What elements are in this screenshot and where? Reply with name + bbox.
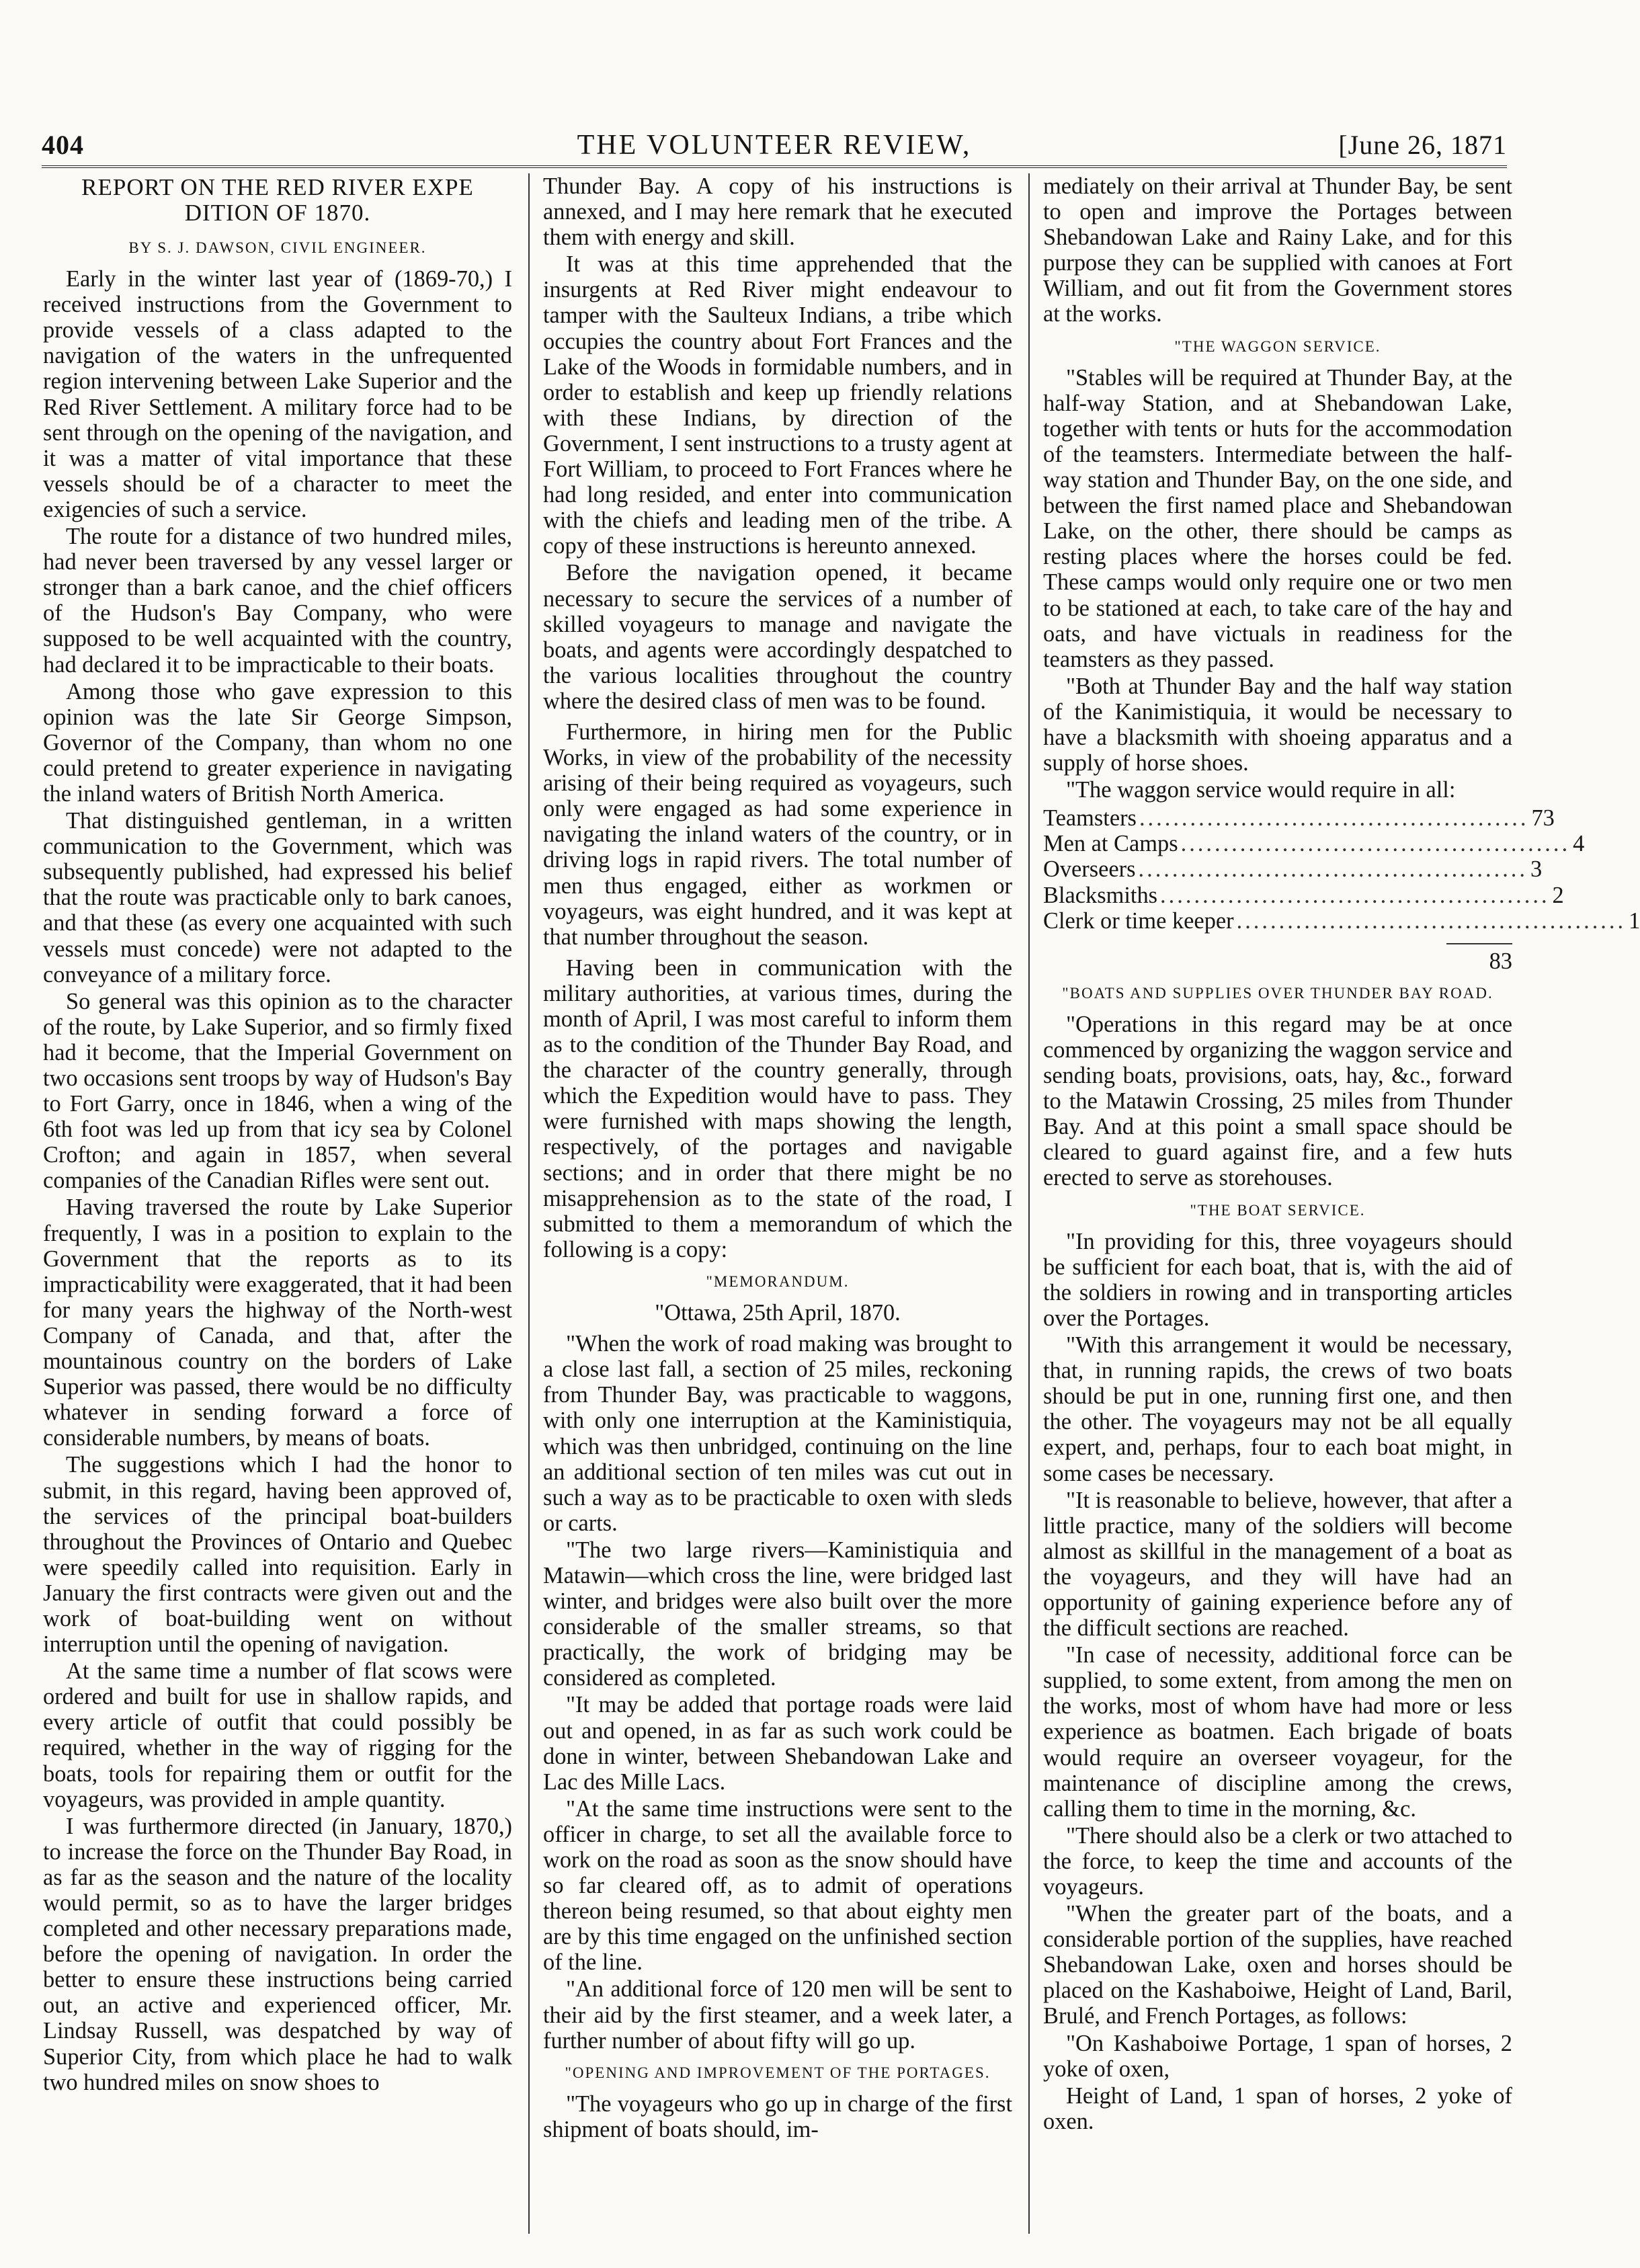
leader-dots: .............................................. [1180,831,1571,857]
column-3 [1043,173,1640,2234]
paragraph: "With this arrangement it would be necessary, that, in running rapids, the crews of two boats should be put in one, running first one, and then the other. The voyageurs may not be all equally expert, and, perhaps, four to each boat might, in some cases be necessary. [1043,1332,1512,1486]
paragraph: "Both at Thunder Bay and the half way station of the Kanimistiquia, it would be necessary to have a blacksmith with shoeing apparatus and a supply of horse shoes. [1043,673,1512,776]
paragraph: "Stables will be required at Thunder Bay, at the half-way Station, and at Shebandowan Lake, together with tents or huts for the accommodation of the teamsters. Intermediate between the half-way station and Thunder Bay, on the one side, and between the first named place and Shebandowan Lake, on the other, there should be camps as resting places where the horses could be fed. These camps would only require one or two men to be stationed at each, to take care of the hay and oats, and have victuals in readiness for the teamsters as they passed. [1043,364,1512,672]
paragraph: "At the same time instructions were sent to the officer in charge, to set all the available force to work on the road as soon as the snow should have so far cleared off, as to admit of operations thereon being resumed, so that about eighty men are by this time engaged on the unfinished section of the line. [543,1795,1012,1976]
paragraph: "There should also be a clerk or two attached to the force, to keep the time and accounts of the voyageurs. [1043,1822,1512,1900]
paragraph: It was at this time apprehended that the insurgents at Red River might endeavour to tamper with the Saulteux Indians, a tribe which occupies the country about Fort Frances and the Lake of the Woods in formidable numbers, and in order to establish and keep up friendly relations with these Indians, by direction of the Government, I sent instructions to a trusty agent at Fort William, to proceed to Fort Frances where he had long resided, and enter into communication with the chiefs and leading men of the tribe. A copy of these instructions is hereunto annexed. [543,251,1012,559]
paragraph: "In case of necessity, additional force can be supplied, to some extent, from among the men on the works, most of whom have had more or less experience as boatmen. Each brigade of boats would require an overseer voyageur, for the maintenance of discipline among the crews, calling them to time in the morning, &c. [1043,1642,1512,1822]
article-title: REPORT ON THE RED RIVER EXPE DITION OF 1870. [81,174,474,226]
leader-dots: .............................................. [1160,882,1550,908]
table-row [1043,907,1640,934]
paragraph: "When the greater part of the boats, and a considerable portion of the supplies, have reached Shebandowan Lake, oxen and horses should be placed on the Kashaboiwe, Height of Land, Baril, Brulé, and French Portages, as follows: [1043,1901,1512,2029]
paragraph: "It may be added that portage roads were laid out and opened, in as far as such work could be done in winter, between Shebandowan Lake and Lac des Mille Lacs. [543,1692,1012,1795]
table-value: 2 [1552,882,1564,908]
leader-dots: .............................................. [1236,907,1627,934]
memorandum-date: "Ottawa, 25th April, 1870. [655,1300,901,1326]
table-row [1043,882,1564,908]
paragraph: That distinguished gentleman, in a written communication to the Government, which was subsequently published, had expressed his belief that the route was practicable only to bark canoes, and that these (as every one acquainted with such vessels must concede) were not adapted to the conveyance of a military force. [43,808,512,987]
table-label: Overseers [1043,856,1136,883]
paragraph: Early in the winter last year of (1869-70,) I received instructions from the Government to provide vessels of a class adapted to the navigation of the waters in the unfrequented region intervening between Lake Superior and the Red River Settlement. A military force had to be sent through on the opening of the navigation, and it was a matter of vital importance that these vessels should be of a character to meet the exigencies of such a service. [43,266,512,522]
paragraph: Before the navigation opened, it became necessary to secure the services of a number of skilled voyageurs to manage and navigate the boats, and agents were accordingly despatched to the various localities throughout the country where the desired class of men was to be found. [543,560,1012,714]
paragraph: "It is reasonable to believe, however, that after a little practice, many of the soldiers will become almost as skillful in the management of a boat as the voyageurs, and they will have had an opportunity of gaining experience before any of the difficult sections are reached. [1043,1487,1512,1642]
paragraph: Furthermore, in hiring men for the Public Works, in view of the probability of the necessity arising of their being required as voyageurs, such only were engaged as had some experience in navigating the inland waters of the country, or in driving logs in rapid rivers. The total number of men thus engaged, either as workmen or voyageurs, was eight hundred, and it was kept at that number throughout the season. [543,719,1012,950]
section-heading-boats-supplies: "BOATS AND SUPPLIES OVER THUNDER BAY ROAD. [1062,984,1493,1002]
paragraph: "When the work of road making was brought to a close last fall, a section of 25 miles, reckoning from Thunder Bay, was practicable to waggons, with only one interruption at the Kaministiquia, which was then unbridged, continuing on the line an additional section of ten miles was cut out in such a way as to be practicable to oxen with sleds or carts. [543,1331,1012,1536]
paragraph: Having been in communication with the military authorities, at various times, during the month of April, I was most careful to inform them as to the condition of the Thunder Bay Road, and the character of the country generally, through which the Expedition would have to pass. They were furnished with maps showing the length, respectively, of the portages and navigable sections; and in order that there might be no misapprehension as to the state of the road, I submitted to them a memorandum of which the following is a copy: [543,955,1012,1262]
table-total: 83 [1446,943,1512,974]
section-heading-portages: "OPENING AND IMPROVEMENT OF THE PORTAGES. [565,2064,991,2081]
table-row [1043,831,1585,857]
page-header [42,125,1507,167]
paragraph: Having traversed the route by Lake Superior frequently, I was in a position to explain to the Government that the reports as to its impracticability were exaggerated, that it had been for many years the highway of the North-west Company of Canada, and that, after the mountainous country on the borders of Lake Superior was passed, there would be no difficulty whatever in sending forward a force of considerable numbers, by means of boats. [43,1194,512,1451]
column-divider [528,173,530,2234]
paragraph: Thunder Bay. A copy of his instructions is annexed, and I may here remark that he executed them with energy and skill. [543,173,1012,251]
table-label: Blacksmiths [1043,882,1158,908]
paragraph: "The two large rivers—Kaministiquia and Matawin—which cross the line, were bridged last winter, and bridges were also built over the more considerable of the smaller streams, so that practically, the work of bridging may be considered as completed. [543,1537,1012,1691]
paragraph: "An additional force of 120 men will be sent to their aid by the first steamer, and a week later, a further number of about fifty will go up. [543,1976,1012,2054]
table-label: Clerk or time keeper [1043,907,1234,934]
waggon-service-table [1043,805,1640,974]
column-2 [543,173,1012,2234]
paragraph: "In providing for this, three voyageurs should be sufficient for each boat, that is, with the aid of the soldiers in rowing and in transporting articles over the Portages. [1043,1228,1512,1331]
column-divider [1028,173,1030,2234]
header-rule [42,165,1507,168]
table-label: Teamsters [1043,805,1137,832]
issue-date: [June 26, 1871 [1338,130,1507,160]
column-1 [43,173,512,2234]
table-label: Men at Camps [1043,831,1178,857]
publication-title: THE VOLUNTEER REVIEW, [577,130,972,161]
paragraph: I was furthermore directed (in January, 1870,) to increase the force on the Thunder Bay Road, in as far as the season and the nature of the locality would permit, so as to have the larger bridges completed and other necessary preparations made, before the opening of navigation. In order the better to ensure these instructions being carried out, an active and experienced officer, Mr. Lindsay Russell, was despatched by way of Superior City, from which place he had to walk two hundred miles on snow shoes to [43,1813,512,2095]
paragraph: Height of Land, 1 span of horses, 2 yoke of oxen. [1043,2082,1512,2134]
table-row [1043,805,1555,832]
paragraph: So general was this opinion as to the character of the route, by Lake Superior, and so firmly fixed had it become, that the Imperial Government on two occasions sent troops by way of Hudson's Bay to Fort Garry, once in 1846, when a wing of the 6th foot was led up from that icy sea by Colonel Crofton; and again in 1857, when several companies of the Canadian Rifles were sent out. [43,988,512,1194]
table-value: 3 [1530,856,1543,883]
article-byline: BY S. J. DAWSON, CIVIL ENGINEER. [128,239,427,256]
table-row [1043,856,1543,883]
memorandum-heading: "MEMORANDUM. [706,1272,850,1290]
paragraph: mediately on their arrival at Thunder Bay, be sent to open and improve the Portages between Shebandowan Lake and Rainy Lake, and for this purpose they can be supplied with canoes at Fort William, and out fit from the Government stores at the works. [1043,173,1512,327]
table-value: 1 [1629,907,1640,934]
table-value: 73 [1531,805,1555,832]
paragraph: The suggestions which I had the honor to submit, in this regard, having been approved of, the services of the principal boat-builders throughout the Provinces of Ontario and Quebec were speedily called into requisition. Early in January the first contracts were given out and the work of boat-building went on without interruption until the opening of navigation. [43,1452,512,1658]
paragraph: "Operations in this regard may be at once commenced by organizing the waggon service and sending boats, provisions, oats, hay, &c., forward to the Matawin Crossing, 25 miles from Thunder Bay. And at this point a small space should be cleared to guard against fire, and a few huts erected to serve as storehouses. [1043,1011,1512,1191]
section-heading-boat-service: "THE BOAT SERVICE. [1190,1201,1366,1219]
leader-dots: .............................................. [1138,856,1528,883]
paragraph: "On Kashaboiwe Portage, 1 span of horses, 2 yoke of oxen, [1043,2030,1512,2082]
table-value: 4 [1573,831,1585,857]
page-number: 404 [42,130,84,160]
leader-dots: .............................................. [1139,805,1529,832]
paragraph: At the same time a number of flat scows were ordered and built for use in shallow rapids, and every article of outfit that could possibly be required, whether in the way of rigging for the boats, tools for repairing them or outfit for the voyageurs, was provided in ample quantity. [43,1658,512,1812]
paragraph: Among those who gave expression to this opinion was the late Sir George Simpson, Governor of the Company, than whom no one could pretend to greater experience in navigating the inland waters of British North America. [43,678,512,807]
paragraph: "The voyageurs who go up in charge of the first shipment of boats should, im- [543,2091,1012,2142]
section-heading-waggon-service: "THE WAGGON SERVICE. [1174,337,1381,355]
paragraph: The route for a distance of two hundred miles, had never been traversed by any vessel larger or stronger than a bark canoe, and the chief officers of the Hudson's Bay Company, who were supposed to be well acquainted with the country, had declared it to be impracticable to their boats. [43,524,512,678]
paragraph: "The waggon service would require in all: [1066,777,1456,803]
